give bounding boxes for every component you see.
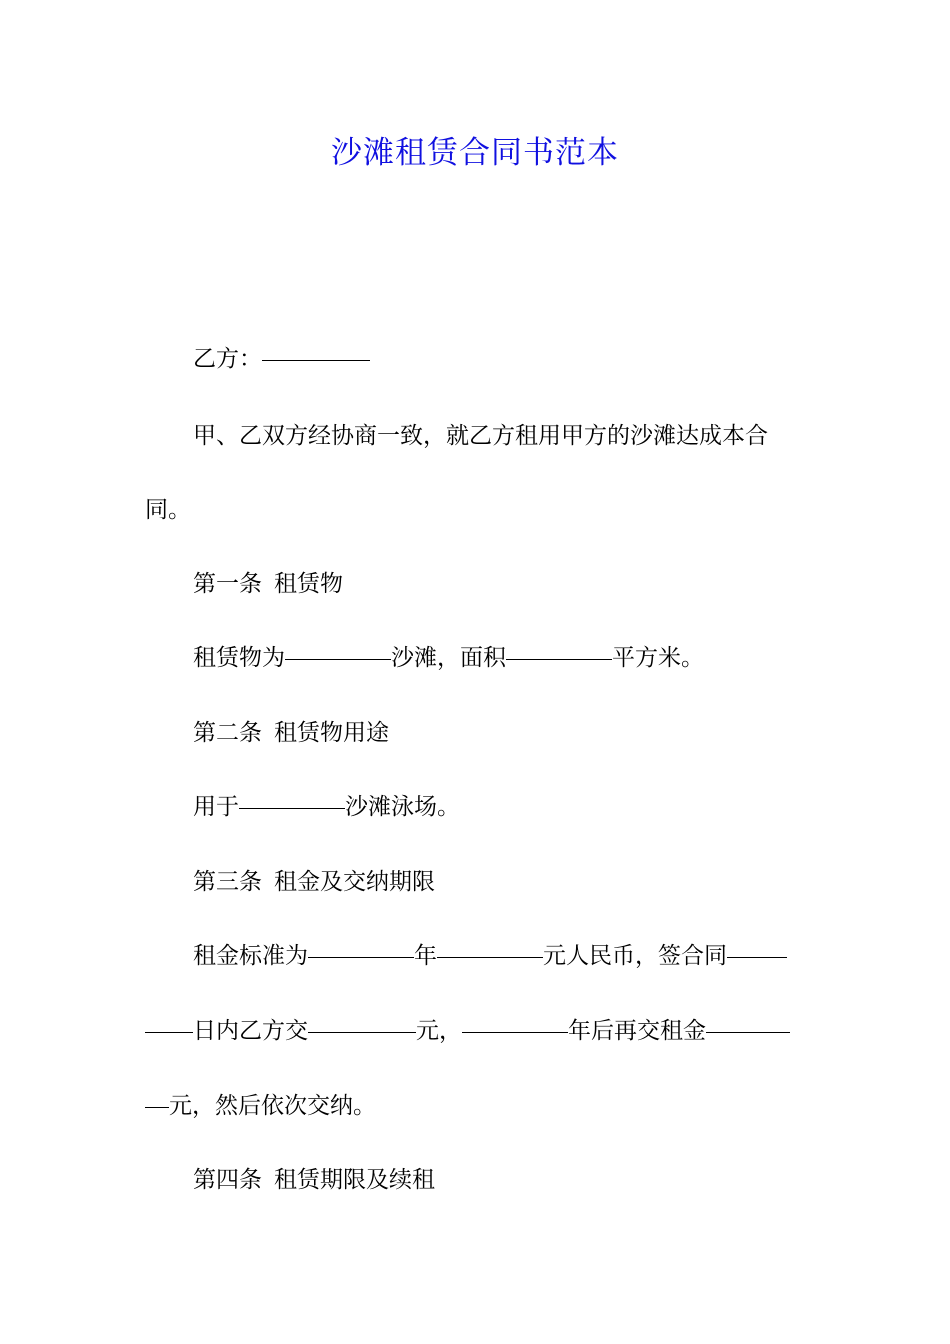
text-segment: 沙滩，面积 <box>391 645 506 671</box>
article-3-line-2 <box>145 994 810 1068</box>
text-segment: 日内乙方交 <box>193 1018 308 1044</box>
text-segment: 元， <box>416 1018 462 1044</box>
text-segment: 租赁物为 <box>193 645 285 671</box>
fill-blank-first-payment[interactable] <box>308 1032 416 1033</box>
party-b-label: 乙方： <box>193 346 262 372</box>
text-segment: 年 <box>414 943 437 969</box>
article-3-line-3 <box>145 1069 810 1143</box>
document-title: 沙滩租赁合同书范本 <box>331 135 619 171</box>
article-3-line-1 <box>193 919 810 993</box>
party-b-blank[interactable] <box>262 360 370 361</box>
fill-blank-later-payment-part1[interactable] <box>706 1032 790 1033</box>
text-segment: 元人民币，签合同 <box>543 943 727 969</box>
article-number: 第四条 <box>193 1167 262 1193</box>
article-number: 第一条 <box>193 571 262 597</box>
intro-line-2 <box>145 473 810 547</box>
article-title: 租赁期限及续租 <box>274 1167 435 1193</box>
fill-blank-amount[interactable] <box>437 957 543 958</box>
article-title: 租金及交纳期限 <box>274 869 435 895</box>
article-title: 租赁物用途 <box>274 720 389 746</box>
article-number: 第三条 <box>193 869 262 895</box>
fill-blank-days-part1[interactable] <box>727 957 787 958</box>
fill-blank-beach-name[interactable] <box>285 659 391 660</box>
article-3-heading <box>193 845 810 919</box>
text-segment: 年后再交租金 <box>568 1018 706 1044</box>
article-2-text <box>193 770 810 844</box>
text-segment: 用于 <box>193 794 239 820</box>
text-segment: 元，然后依次交纳。 <box>169 1093 376 1119</box>
article-1-text <box>193 621 810 695</box>
article-4-heading <box>193 1143 810 1217</box>
text-segment: 平方米。 <box>612 645 704 671</box>
article-2-heading <box>193 696 810 770</box>
article-number: 第二条 <box>193 720 262 746</box>
article-1-heading <box>193 547 810 621</box>
fill-blank-area[interactable] <box>506 659 612 660</box>
fill-blank-days-part2[interactable] <box>145 1032 193 1033</box>
intro-text-2: 同。 <box>145 497 191 523</box>
fill-blank-later-years[interactable] <box>462 1032 568 1033</box>
intro-text-1: 甲、乙双方经协商一致，就乙方租用甲方的沙滩达成本合 <box>193 423 768 449</box>
text-segment: 租金标准为 <box>193 943 308 969</box>
article-title: 租赁物 <box>274 571 343 597</box>
fill-blank-usage[interactable] <box>239 808 345 809</box>
text-segment: 沙滩泳场。 <box>345 794 460 820</box>
intro-line-1 <box>193 399 810 473</box>
fill-blank-years[interactable] <box>308 957 414 958</box>
party-b-line <box>193 322 810 396</box>
fill-blank-later-payment-part2[interactable] <box>145 1107 169 1108</box>
